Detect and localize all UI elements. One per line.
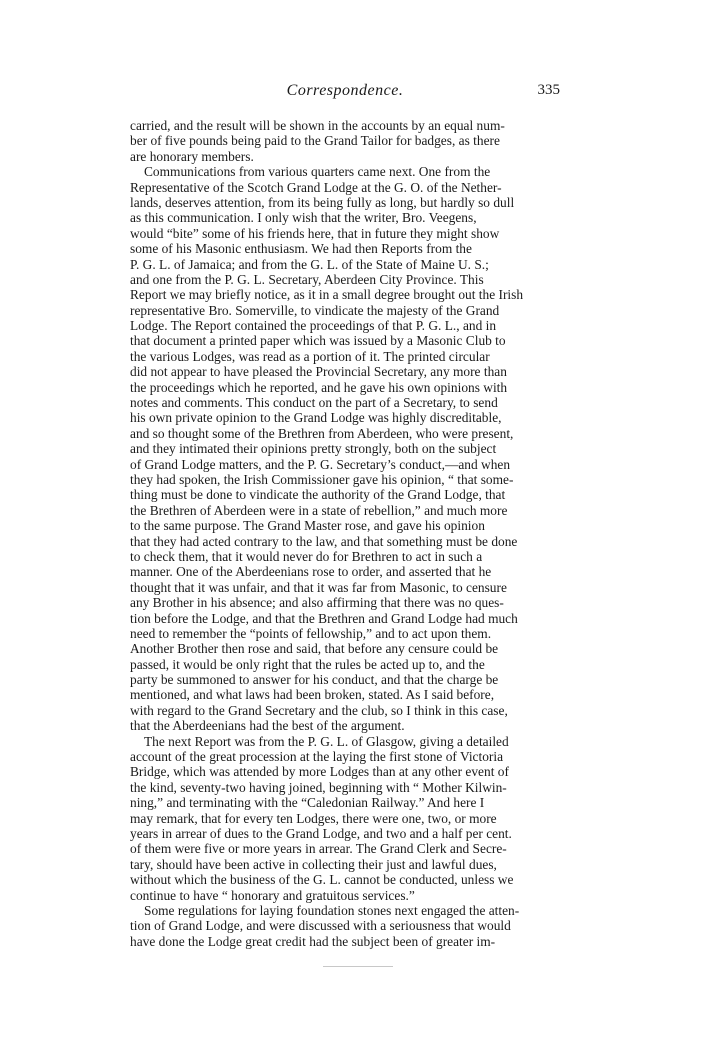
text-line: his own private opinion to the Grand Lodge was highly discreditable,	[130, 410, 502, 426]
text-line: lands, deserves attention, from its being fully as long, but hardly so dull	[130, 194, 515, 210]
text-line: of them were five or more years in arrear. The Grand Clerk and Secre-	[130, 841, 507, 857]
text-line: and they intimated their opinions pretty strongly, both on the subject	[130, 441, 497, 457]
text-line: that document a printed paper which was issued by a Masonic Club to	[130, 333, 506, 349]
text-line: The next Report was from the P. G. L. of Glasgow, giving a detailed	[144, 733, 509, 749]
text-line: ber of five pounds being paid to the Grand Tailor for badges, as there	[130, 133, 500, 149]
text-line: tion before the Lodge, and that the Brethren and Grand Lodge had much	[130, 610, 518, 626]
text-line: tion of Grand Lodge, and were discussed with a seriousness that would	[130, 918, 511, 934]
text-line: of Grand Lodge matters, and the P. G. Secretary’s conduct,—and when	[130, 456, 511, 472]
text-line: need to remember the “points of fellowship,” and to act upon them.	[130, 625, 492, 641]
text-line: mentioned, and what laws had been broken, stated. As I said before,	[130, 687, 495, 703]
page-number: 335	[537, 82, 560, 98]
text-line: to the same purpose. The Grand Master rose, and gave his opinion	[130, 518, 485, 534]
text-line: and so thought some of the Brethren from Aberdeen, who were present,	[130, 425, 514, 441]
text-line: thought that it was unfair, and that it was far from Masonic, to censure	[130, 579, 507, 595]
footer-rule	[323, 966, 393, 967]
text-line: that the Aberdeenians had the best of the argument.	[130, 718, 405, 734]
text-line: are honorary members.	[130, 148, 254, 164]
text-line: did not appear to have pleased the Provincial Secretary, any more than	[130, 364, 507, 380]
text-line: they had spoken, the Irish Commissioner gave his opinion, “ that some-	[130, 471, 514, 487]
text-line: some of his Masonic enthusiasm. We had then Reports from the	[130, 241, 472, 257]
text-line: Another Brother then rose and said, that before any censure could be	[130, 641, 499, 657]
page-header	[130, 82, 560, 106]
text-line: and one from the P. G. L. Secretary, Aberdeen City Province. This	[130, 271, 484, 287]
text-line: Report we may briefly notice, as it in a small degree brought out the Irish	[130, 287, 524, 303]
text-line: may remark, that for every ten Lodges, there were one, two, or more	[130, 810, 497, 826]
text-line: the various Lodges, was read as a portion of it. The printed circular	[130, 348, 490, 364]
text-line: Some regulations for laying foundation stones next engaged the atten-	[144, 902, 520, 918]
text-line: would “bite” some of his friends here, that in future they might show	[130, 225, 500, 241]
text-line: as this communication. I only wish that the writer, Bro. Veegens,	[130, 210, 477, 226]
text-line: passed, it would be only right that the rules be acted up to, and the	[130, 656, 485, 672]
text-line: P. G. L. of Jamaica; and from the G. L. of the State of Maine U. S.;	[130, 256, 489, 272]
text-line: without which the business of the G. L. cannot be conducted, unless we	[130, 872, 514, 888]
text-line: have done the Lodge great credit had the subject been of greater im-	[130, 933, 496, 949]
text-line: years in arrear of dues to the Grand Lodge, and two and a half per cent.	[130, 825, 512, 841]
text-line: to check them, that it would never do for Brethren to act in such a	[130, 548, 483, 564]
text-line: party be summoned to answer for his conduct, and that the charge be	[130, 672, 499, 688]
text-line: Communications from various quarters came next. One from the	[144, 164, 491, 180]
text-line: thing must be done to vindicate the authority of the Grand Lodge, that	[130, 487, 506, 503]
text-line: continue to have “ honorary and gratuitous services.”	[130, 887, 415, 903]
running-title: Correspondence.	[286, 82, 404, 99]
text-line: with regard to the Grand Secretary and the club, so I think in this case,	[130, 702, 508, 718]
text-line: the Brethren of Aberdeen were in a state of rebellion,” and much more	[130, 502, 508, 518]
text-line: account of the great procession at the laying the first stone of Victoria	[130, 749, 504, 765]
text-line: the proceedings which he reported, and he gave his own opinions with	[130, 379, 508, 395]
text-line: any Brother in his absence; and also affirming that there was no ques-	[130, 595, 504, 611]
text-line: representative Bro. Somerville, to vindicate the majesty of the Grand	[130, 302, 500, 318]
text-line: tary, should have been active in collecting their just and lawful dues,	[130, 856, 497, 872]
text-line: ning,” and terminating with the “Caledonian Railway.” And here I	[130, 795, 485, 811]
text-line: Bridge, which was attended by more Lodges than at any other event of	[130, 764, 509, 780]
text-line: carried, and the result will be shown in the accounts by an equal num-	[130, 118, 505, 133]
text-line: Lodge. The Report contained the proceedings of that P. G. L., and in	[130, 318, 497, 334]
text-line: Representative of the Scotch Grand Lodge at the G. O. of the Nether-	[130, 179, 502, 195]
text-line: the kind, seventy-two having joined, beginning with “ Mother Kilwin-	[130, 779, 507, 795]
text-line: manner. One of the Aberdeenians rose to order, and asserted that he	[130, 564, 492, 580]
text-line: that they had acted contrary to the law, and that something must be done	[130, 533, 518, 549]
body-text	[130, 118, 560, 949]
text-line: notes and comments. This conduct on the part of a Secretary, to send	[130, 395, 498, 411]
